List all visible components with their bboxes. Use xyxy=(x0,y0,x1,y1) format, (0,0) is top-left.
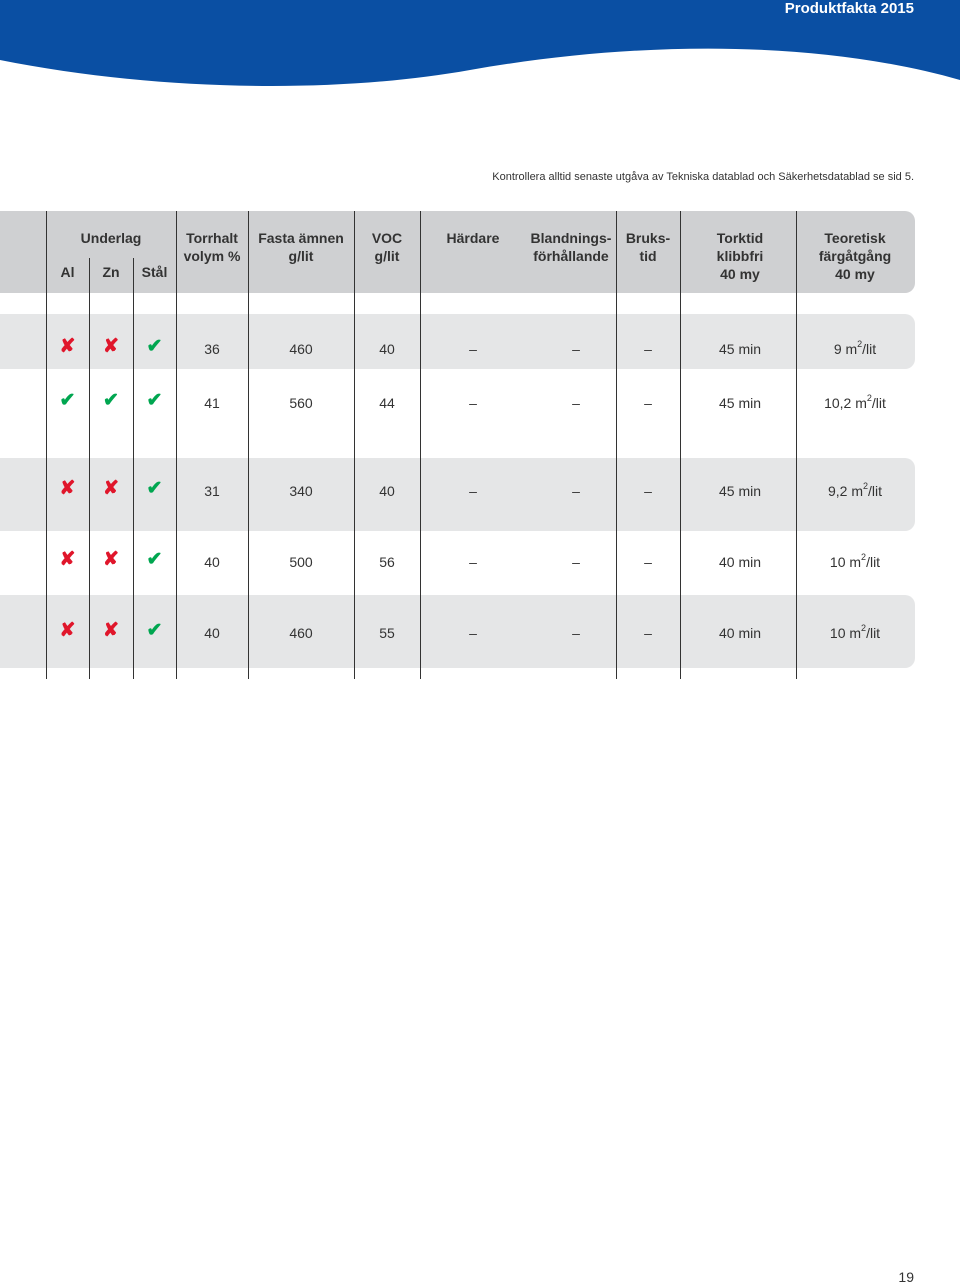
column-divider xyxy=(248,211,249,679)
column-divider xyxy=(133,258,134,679)
zn-check-icon: ✔ xyxy=(103,390,119,411)
torktid-value: 45 min xyxy=(718,341,762,357)
al-cross-icon: ✘ xyxy=(59,549,76,570)
voc-value: 40 xyxy=(379,483,395,499)
zn-cross-icon: ✘ xyxy=(103,620,119,641)
header-fasta-amnen: Fasta ämnen g/lit xyxy=(258,230,344,264)
blandning-value: – xyxy=(572,341,580,357)
torrhalt-value: 40 xyxy=(204,625,220,641)
al-cross-icon: ✘ xyxy=(59,478,76,499)
brukstid-value: – xyxy=(644,341,652,357)
blandning-value: – xyxy=(572,625,580,641)
header-title: Produktfakta 2015 xyxy=(784,0,914,17)
column-divider xyxy=(176,211,177,679)
atgang-value: 10,2 $m^2$/lit xyxy=(824,393,886,411)
atgang-value: 9 $m^2$/lit xyxy=(833,339,877,357)
stal-check-icon: ✔ xyxy=(146,549,163,570)
voc-value: 55 xyxy=(379,625,395,641)
header-blandningsforhallande: Blandnings- förhållande xyxy=(530,230,612,264)
torrhalt-value: 40 xyxy=(204,554,220,570)
torrhalt-value: 31 xyxy=(204,483,220,499)
hardare-value: – xyxy=(469,625,477,641)
torktid-value: 45 min xyxy=(718,483,762,499)
header-teoretisk-fargatgang: Teoretisk färgåtgång 40 my xyxy=(818,230,892,282)
zn-cross-icon: ✘ xyxy=(103,336,119,357)
datasheet-note: Kontrollera alltid senaste utgåva av Tekniska datablad och Säkerhetsdatablad se sid 5. xyxy=(492,171,914,183)
zn-cross-icon: ✘ xyxy=(103,549,119,570)
stal-check-icon: ✔ xyxy=(146,620,163,641)
atgang-value: 9,2 $m^2$/lit xyxy=(827,481,883,499)
fasta-value: 500 xyxy=(289,554,313,570)
brukstid-value: – xyxy=(644,483,652,499)
voc-value: 56 xyxy=(379,554,395,570)
column-divider xyxy=(420,211,421,679)
blandning-value: – xyxy=(572,554,580,570)
header-al: Al xyxy=(60,264,75,280)
header-torrhalt: Torrhalt volym % xyxy=(183,230,241,264)
fasta-value: 460 xyxy=(289,625,313,641)
al-cross-icon: ✘ xyxy=(59,336,76,357)
atgang-value: 10 $m^2$/lit xyxy=(829,623,881,641)
header-stal: Stål xyxy=(141,264,168,280)
torrhalt-value: 41 xyxy=(204,395,220,411)
voc-value: 44 xyxy=(379,395,395,411)
al-cross-icon: ✘ xyxy=(59,620,76,641)
voc-value: 40 xyxy=(379,341,395,357)
stal-check-icon: ✔ xyxy=(146,390,163,411)
header-voc: VOC g/lit xyxy=(371,230,403,264)
stal-check-icon: ✔ xyxy=(146,478,163,499)
torktid-value: 45 min xyxy=(718,395,762,411)
atgang-value: 10 $m^2$/lit xyxy=(829,552,881,570)
column-divider xyxy=(616,211,617,679)
header-underlag: Underlag xyxy=(80,230,142,246)
fasta-value: 460 xyxy=(289,341,313,357)
page-number: 19 xyxy=(898,1269,914,1285)
header-torktid: Torktid klibbfri 40 my xyxy=(716,230,764,282)
brukstid-value: – xyxy=(644,554,652,570)
fasta-value: 340 xyxy=(289,483,313,499)
blandning-value: – xyxy=(572,395,580,411)
column-divider xyxy=(354,211,355,679)
brukstid-value: – xyxy=(644,625,652,641)
al-check-icon: ✔ xyxy=(59,390,76,411)
zn-cross-icon: ✘ xyxy=(103,478,119,499)
brukstid-value: – xyxy=(644,395,652,411)
header-brukstid: Bruks- tid xyxy=(625,230,671,264)
hardare-value: – xyxy=(469,341,477,357)
column-divider xyxy=(46,211,47,679)
torktid-value: 40 min xyxy=(718,625,762,641)
blandning-value: – xyxy=(572,483,580,499)
hardare-value: – xyxy=(469,395,477,411)
torrhalt-value: 36 xyxy=(204,341,220,357)
fasta-value: 560 xyxy=(289,395,313,411)
header-zn: Zn xyxy=(102,264,120,280)
header-hardare: Härdare xyxy=(446,230,500,246)
column-divider xyxy=(89,258,90,679)
stal-check-icon: ✔ xyxy=(146,336,163,357)
hardare-value: – xyxy=(469,554,477,570)
torktid-value: 40 min xyxy=(718,554,762,570)
hardare-value: – xyxy=(469,483,477,499)
